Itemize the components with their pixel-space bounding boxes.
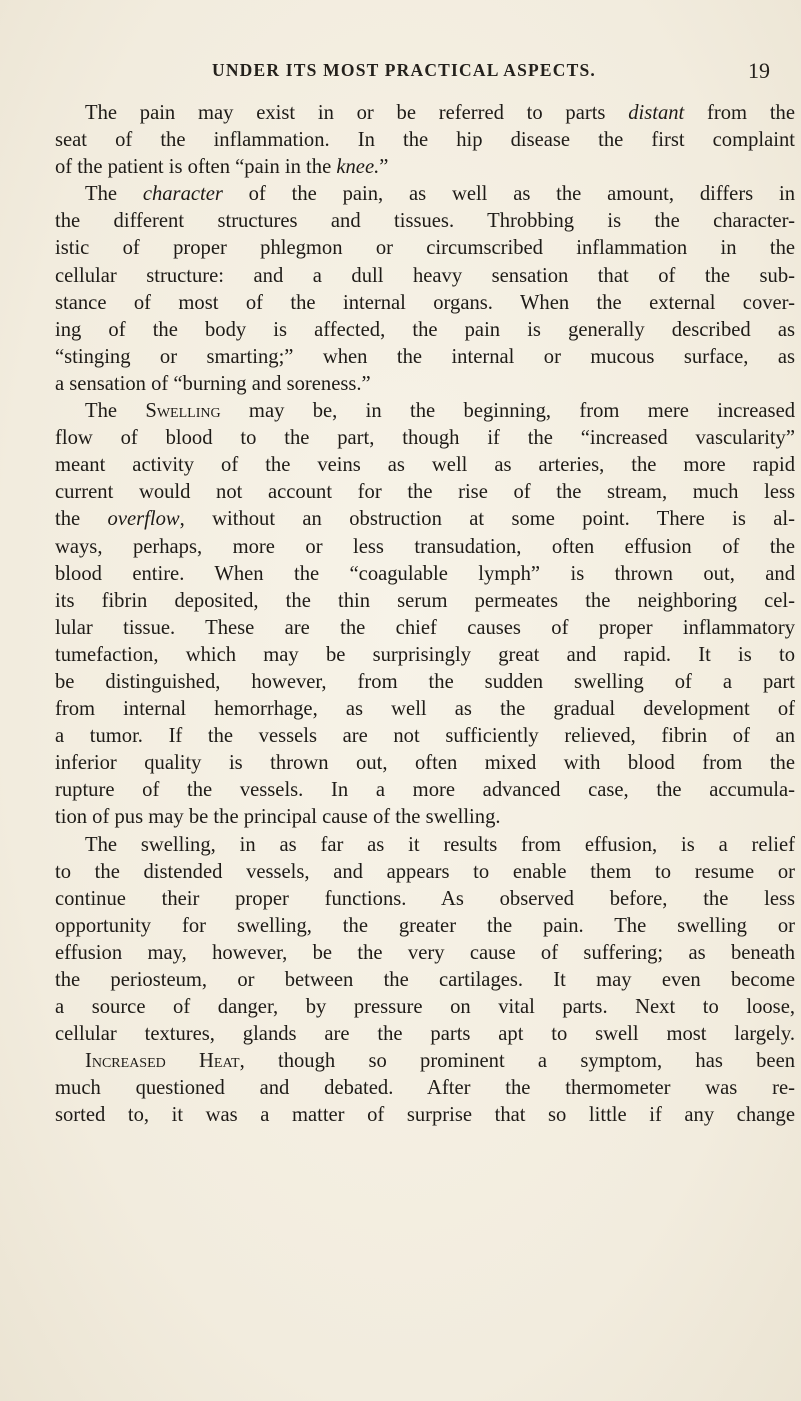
text-line: “stinging or smarting;” when the internal or mucous surface, as	[55, 345, 795, 368]
text-line: effusion may, however, be the very cause of suffering; as beneath	[55, 941, 795, 964]
text-line: The swelling, in as far as it results from effusion, is a relief	[85, 833, 795, 856]
text-line: ing of the body is affected, the pain is generally described as	[55, 318, 795, 341]
text-line	[55, 100, 795, 127]
text-segment: The	[85, 400, 146, 423]
text-line: current would not account for the rise of the stream, much less	[55, 481, 795, 504]
text-segment: , though so prominent a symptom, has been	[239, 1050, 796, 1073]
text-line: a sensation of “burning and soreness.”	[55, 372, 371, 395]
text-segment: The pain may exist in or be referred to parts	[85, 102, 629, 124]
text-line: to the distended vessels, and appears to enable them to resume or	[55, 860, 795, 883]
text-line: ways, perhaps, more or less transudation, often effusion of the	[55, 535, 795, 558]
italic-term: character	[142, 183, 223, 206]
running-head: UNDER ITS MOST PRACTICAL ASPECTS.	[211, 60, 596, 80]
italic-term: overflow	[107, 508, 180, 531]
text-line	[55, 506, 795, 533]
text-line: opportunity for swelling, the greater the pain. The swelling or	[55, 914, 795, 937]
text-line: the different structures and tissues. Throbbing is the character-	[55, 210, 795, 233]
text-line: inferior quality is thrown out, often mixed with blood from the	[55, 752, 795, 775]
text-line: istic of proper phlegmon or circumscribed inflammation in the	[55, 237, 795, 260]
text-line: the periosteum, or between the cartilages. It may even become	[55, 969, 795, 991]
text-line	[55, 1048, 795, 1075]
text-line	[55, 154, 795, 181]
text-line: sorted to, it was a matter of surprise that so little if any change	[55, 1104, 795, 1127]
text-line: cellular structure: and a dull heavy sensation that of the sub-	[55, 264, 795, 287]
page-number: 19	[748, 58, 770, 83]
text-line: its fibrin deposited, the thin serum permeates the neighboring cel-	[55, 589, 795, 612]
text-line: stance of most of the internal organs. When the external cover-	[55, 291, 795, 314]
italic-term: knee.	[336, 156, 380, 179]
section-term: Increased Heat	[85, 1050, 240, 1073]
section-term: Swelling	[145, 400, 221, 423]
text-line: seat of the inflammation. In the hip disease the first complaint	[55, 129, 795, 152]
text-segment: ”	[379, 156, 389, 179]
text-segment: from the	[684, 102, 795, 124]
text-line: tumefaction, which may be surprisingly great and rapid. It is to	[55, 643, 795, 666]
text-line: much questioned and debated. After the thermometer was re-	[55, 1077, 795, 1100]
text-line: continue their proper functions. As observed before, the less	[55, 887, 795, 910]
text-line: tion of pus may be the principal cause of the swelling.	[55, 806, 501, 829]
text-line: be distinguished, however, from the sudden swelling of a part	[55, 670, 795, 693]
text-segment: the	[55, 508, 108, 531]
text-line	[55, 398, 795, 425]
italic-term: distant	[628, 102, 685, 124]
text-line	[55, 181, 795, 208]
text-segment: , without an obstruction at some point. There is al-	[179, 508, 795, 531]
text-segment: The	[85, 183, 143, 206]
body-text	[55, 100, 795, 1130]
text-line: from internal hemorrhage, as well as the gradual development of	[55, 698, 795, 721]
text-line: a source of danger, by pressure on vital parts. Next to loose,	[55, 996, 795, 1019]
text-line: a tumor. If the vessels are not sufficiently relieved, fibrin of an	[55, 725, 795, 748]
text-segment: may be, in the beginning, from mere increased	[220, 400, 796, 423]
text-segment: of the patient is often “pain in the	[55, 156, 337, 179]
text-line: rupture of the vessels. In a more advanced case, the accumula-	[55, 779, 795, 802]
text-line: flow of blood to the part, though if the “increased vascularity”	[55, 427, 795, 450]
text-line: meant activity of the veins as well as arteries, the more rapid	[55, 454, 795, 477]
text-line: blood entire. When the “coagulable lymph” is thrown out, and	[55, 562, 795, 585]
text-line: cellular textures, glands are the parts apt to swell most largely.	[55, 1023, 795, 1046]
text-segment: of the pain, as well as the amount, differs in	[222, 183, 796, 206]
text-line: lular tissue. These are the chief causes of proper inflammatory	[55, 616, 795, 639]
